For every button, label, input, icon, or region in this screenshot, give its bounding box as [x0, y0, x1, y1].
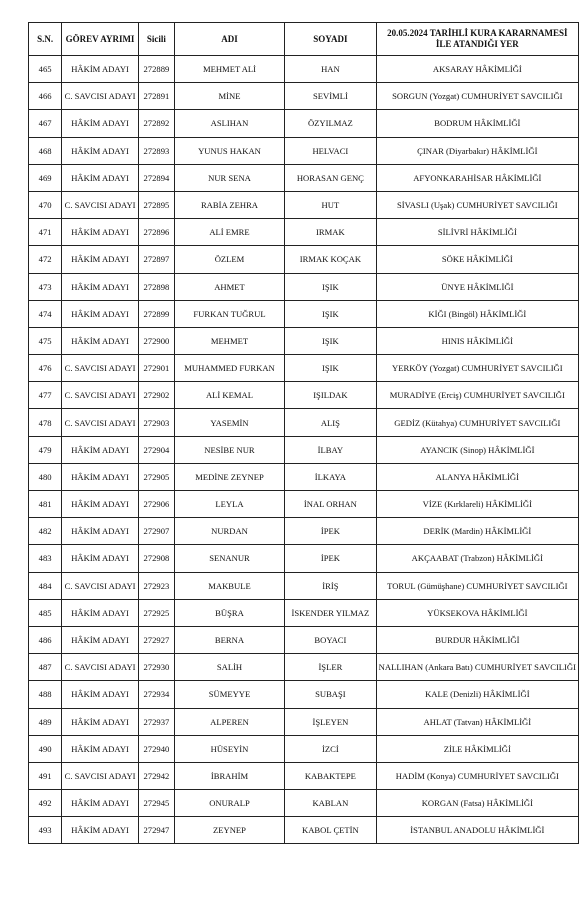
cell-sicil: 272906: [138, 491, 174, 518]
cell-sn: 489: [29, 708, 62, 735]
table-row: [29, 572, 579, 599]
cell-adi: ÖZLEM: [174, 246, 284, 273]
cell-sicil: 272898: [138, 273, 174, 300]
cell-adi: NURDAN: [174, 518, 284, 545]
cell-sicil: 272892: [138, 110, 174, 137]
cell-sn: 490: [29, 735, 62, 762]
cell-soyadi: İRİŞ: [285, 572, 377, 599]
cell-adi: YUNUS HAKAN: [174, 137, 284, 164]
table-row: [29, 463, 579, 490]
cell-sicil: 272895: [138, 191, 174, 218]
cell-atandigi-yer: AKSARAY HÂKİMLİĞİ: [376, 56, 578, 83]
cell-gorev: HÂKİM ADAYI: [62, 518, 139, 545]
assignment-table: [28, 22, 579, 844]
cell-atandigi-yer: MURADİYE (Erciş) CUMHURİYET SAVCILIĞI: [376, 382, 578, 409]
cell-sn: 486: [29, 626, 62, 653]
cell-atandigi-yer: DERİK (Mardin) HÂKİMLİĞİ: [376, 518, 578, 545]
table-row: [29, 110, 579, 137]
cell-gorev: HÂKİM ADAYI: [62, 599, 139, 626]
cell-gorev: HÂKİM ADAYI: [62, 273, 139, 300]
cell-gorev: HÂKİM ADAYI: [62, 790, 139, 817]
cell-adi: ALİ EMRE: [174, 219, 284, 246]
cell-soyadi: İNAL ORHAN: [285, 491, 377, 518]
cell-sn: 484: [29, 572, 62, 599]
cell-sicil: 272901: [138, 355, 174, 382]
cell-sicil: 272900: [138, 327, 174, 354]
cell-adi: RABİA ZEHRA: [174, 191, 284, 218]
cell-adi: LEYLA: [174, 491, 284, 518]
cell-adi: MUHAMMED FURKAN: [174, 355, 284, 382]
cell-gorev: HÂKİM ADAYI: [62, 246, 139, 273]
cell-adi: HÜSEYİN: [174, 735, 284, 762]
table-row: [29, 219, 579, 246]
cell-gorev: HÂKİM ADAYI: [62, 56, 139, 83]
cell-adi: AHMET: [174, 273, 284, 300]
table-row: [29, 164, 579, 191]
table-row: [29, 191, 579, 218]
cell-sn: 469: [29, 164, 62, 191]
cell-soyadi: İLKAYA: [285, 463, 377, 490]
cell-adi: MEDİNE ZEYNEP: [174, 463, 284, 490]
cell-soyadi: KABLAN: [285, 790, 377, 817]
table-row: [29, 83, 579, 110]
cell-soyadi: İZCİ: [285, 735, 377, 762]
cell-atandigi-yer: BODRUM HÂKİMLİĞİ: [376, 110, 578, 137]
cell-sn: 477: [29, 382, 62, 409]
cell-sicil: 272907: [138, 518, 174, 545]
cell-sicil: 272891: [138, 83, 174, 110]
cell-sicil: 272908: [138, 545, 174, 572]
cell-adi: NUR SENA: [174, 164, 284, 191]
cell-sn: 492: [29, 790, 62, 817]
table-row: [29, 436, 579, 463]
cell-sicil: 272930: [138, 654, 174, 681]
cell-atandigi-yer: AFYONKARAHİSAR HÂKİMLİĞİ: [376, 164, 578, 191]
cell-atandigi-yer: SİVASLI (Uşak) CUMHURİYET SAVCILIĞI: [376, 191, 578, 218]
header-sn: S.N.: [29, 23, 62, 56]
cell-sn: 476: [29, 355, 62, 382]
cell-adi: YASEMİN: [174, 409, 284, 436]
cell-sicil: 272923: [138, 572, 174, 599]
cell-adi: MEHMET ALİ: [174, 56, 284, 83]
header-atandigi-yer: 20.05.2024 TARİHLİ KURA KARARNAMESİ İLE ATANDIĞI YER: [376, 23, 578, 56]
cell-soyadi: İŞLEYEN: [285, 708, 377, 735]
cell-gorev: C. SAVCISI ADAYI: [62, 654, 139, 681]
cell-sn: 478: [29, 409, 62, 436]
cell-soyadi: İPEK: [285, 545, 377, 572]
cell-atandigi-yer: YERKÖY (Yozgat) CUMHURİYET SAVCILIĞI: [376, 355, 578, 382]
table-row: [29, 817, 579, 844]
cell-sicil: 272905: [138, 463, 174, 490]
cell-sn: 467: [29, 110, 62, 137]
table-row: [29, 599, 579, 626]
cell-soyadi: HAN: [285, 56, 377, 83]
cell-sn: 488: [29, 681, 62, 708]
table-row: [29, 491, 579, 518]
cell-atandigi-yer: TORUL (Gümüşhane) CUMHURİYET SAVCILIĞI: [376, 572, 578, 599]
cell-adi: ALİ KEMAL: [174, 382, 284, 409]
cell-soyadi: IŞIK: [285, 355, 377, 382]
cell-gorev: HÂKİM ADAYI: [62, 219, 139, 246]
cell-soyadi: KABAKTEPE: [285, 762, 377, 789]
cell-adi: ZEYNEP: [174, 817, 284, 844]
cell-soyadi: IRMAK: [285, 219, 377, 246]
cell-sn: 471: [29, 219, 62, 246]
table-row: [29, 735, 579, 762]
table-row: [29, 681, 579, 708]
table-row: [29, 327, 579, 354]
table-row: [29, 654, 579, 681]
cell-atandigi-yer: YÜKSEKOVA HÂKİMLİĞİ: [376, 599, 578, 626]
cell-atandigi-yer: SİLİVRİ HÂKİMLİĞİ: [376, 219, 578, 246]
cell-adi: MEHMET: [174, 327, 284, 354]
cell-sn: 491: [29, 762, 62, 789]
cell-gorev: C. SAVCISI ADAYI: [62, 382, 139, 409]
table-row: [29, 382, 579, 409]
cell-atandigi-yer: NALLIHAN (Ankara Batı) CUMHURİYET SAVCILIĞI: [376, 654, 578, 681]
cell-gorev: HÂKİM ADAYI: [62, 708, 139, 735]
cell-soyadi: ALIŞ: [285, 409, 377, 436]
cell-atandigi-yer: SÖKE HÂKİMLİĞİ: [376, 246, 578, 273]
cell-soyadi: HORASAN GENÇ: [285, 164, 377, 191]
cell-soyadi: IŞIK: [285, 327, 377, 354]
cell-sn: 466: [29, 83, 62, 110]
cell-adi: SENANUR: [174, 545, 284, 572]
cell-gorev: HÂKİM ADAYI: [62, 300, 139, 327]
cell-gorev: C. SAVCISI ADAYI: [62, 355, 139, 382]
cell-atandigi-yer: KİĞI (Bingöl) HÂKİMLİĞİ: [376, 300, 578, 327]
cell-sn: 473: [29, 273, 62, 300]
cell-adi: ASLIHAN: [174, 110, 284, 137]
cell-soyadi: IŞIK: [285, 300, 377, 327]
cell-gorev: HÂKİM ADAYI: [62, 327, 139, 354]
cell-atandigi-yer: SORGUN (Yozgat) CUMHURİYET SAVCILIĞI: [376, 83, 578, 110]
cell-gorev: C. SAVCISI ADAYI: [62, 762, 139, 789]
cell-sn: 481: [29, 491, 62, 518]
table-body: [29, 56, 579, 844]
cell-sn: 465: [29, 56, 62, 83]
cell-gorev: HÂKİM ADAYI: [62, 817, 139, 844]
cell-sicil: 272894: [138, 164, 174, 191]
cell-adi: BERNA: [174, 626, 284, 653]
cell-gorev: HÂKİM ADAYI: [62, 164, 139, 191]
cell-atandigi-yer: ÇINAR (Diyarbakır) HÂKİMLİĞİ: [376, 137, 578, 164]
cell-sicil: 272893: [138, 137, 174, 164]
cell-sn: 485: [29, 599, 62, 626]
cell-gorev: HÂKİM ADAYI: [62, 681, 139, 708]
cell-adi: MAKBULE: [174, 572, 284, 599]
cell-sicil: 272889: [138, 56, 174, 83]
table-header-row: [29, 23, 579, 56]
cell-atandigi-yer: ALANYA HÂKİMLİĞİ: [376, 463, 578, 490]
cell-soyadi: İSKENDER YILMAZ: [285, 599, 377, 626]
cell-gorev: HÂKİM ADAYI: [62, 463, 139, 490]
cell-atandigi-yer: VİZE (Kırklareli) HÂKİMLİĞİ: [376, 491, 578, 518]
cell-sn: 493: [29, 817, 62, 844]
cell-atandigi-yer: ÜNYE HÂKİMLİĞİ: [376, 273, 578, 300]
cell-adi: FURKAN TUĞRUL: [174, 300, 284, 327]
cell-atandigi-yer: HADİM (Konya) CUMHURİYET SAVCILIĞI: [376, 762, 578, 789]
cell-gorev: C. SAVCISI ADAYI: [62, 191, 139, 218]
cell-adi: SÜMEYYE: [174, 681, 284, 708]
cell-gorev: HÂKİM ADAYI: [62, 436, 139, 463]
cell-gorev: C. SAVCISI ADAYI: [62, 409, 139, 436]
cell-soyadi: IŞIK: [285, 273, 377, 300]
cell-soyadi: SUBAŞI: [285, 681, 377, 708]
table-row: [29, 137, 579, 164]
cell-sicil: 272934: [138, 681, 174, 708]
cell-soyadi: ÖZYILMAZ: [285, 110, 377, 137]
cell-soyadi: BOYACI: [285, 626, 377, 653]
cell-gorev: C. SAVCISI ADAYI: [62, 83, 139, 110]
cell-gorev: HÂKİM ADAYI: [62, 735, 139, 762]
cell-atandigi-yer: KALE (Denizli) HÂKİMLİĞİ: [376, 681, 578, 708]
cell-adi: NESİBE NUR: [174, 436, 284, 463]
cell-sicil: 272903: [138, 409, 174, 436]
cell-sn: 475: [29, 327, 62, 354]
cell-sicil: 272947: [138, 817, 174, 844]
cell-sn: 470: [29, 191, 62, 218]
cell-adi: MİNE: [174, 83, 284, 110]
cell-sn: 487: [29, 654, 62, 681]
cell-soyadi: SEVİMLİ: [285, 83, 377, 110]
cell-adi: SALİH: [174, 654, 284, 681]
cell-sicil: 272904: [138, 436, 174, 463]
header-soyadi: SOYADI: [285, 23, 377, 56]
cell-sicil: 272937: [138, 708, 174, 735]
cell-atandigi-yer: AKÇAABAT (Trabzon) HÂKİMLİĞİ: [376, 545, 578, 572]
cell-atandigi-yer: AYANCIK (Sinop) HÂKİMLİĞİ: [376, 436, 578, 463]
cell-soyadi: HUT: [285, 191, 377, 218]
cell-sn: 480: [29, 463, 62, 490]
cell-sicil: 272945: [138, 790, 174, 817]
cell-adi: İBRAHİM: [174, 762, 284, 789]
table-row: [29, 273, 579, 300]
table-row: [29, 790, 579, 817]
header-adi: ADI: [174, 23, 284, 56]
cell-sn: 482: [29, 518, 62, 545]
cell-sn: 479: [29, 436, 62, 463]
cell-atandigi-yer: AHLAT (Tatvan) HÂKİMLİĞİ: [376, 708, 578, 735]
table-row: [29, 762, 579, 789]
cell-sicil: 272897: [138, 246, 174, 273]
table-row: [29, 708, 579, 735]
cell-atandigi-yer: İSTANBUL ANADOLU HÂKİMLİĞİ: [376, 817, 578, 844]
table-row: [29, 246, 579, 273]
cell-sn: 474: [29, 300, 62, 327]
cell-atandigi-yer: ZİLE HÂKİMLİĞİ: [376, 735, 578, 762]
cell-sicil: 272925: [138, 599, 174, 626]
cell-sicil: 272927: [138, 626, 174, 653]
cell-sicil: 272942: [138, 762, 174, 789]
cell-sn: 472: [29, 246, 62, 273]
cell-adi: ALPEREN: [174, 708, 284, 735]
cell-gorev: C. SAVCISI ADAYI: [62, 572, 139, 599]
cell-soyadi: İLBAY: [285, 436, 377, 463]
table-row: [29, 300, 579, 327]
cell-gorev: HÂKİM ADAYI: [62, 545, 139, 572]
cell-soyadi: IŞILDAK: [285, 382, 377, 409]
cell-sicil: 272902: [138, 382, 174, 409]
cell-atandigi-yer: HINIS HÂKİMLİĞİ: [376, 327, 578, 354]
table-row: [29, 626, 579, 653]
table-row: [29, 355, 579, 382]
cell-sicil: 272940: [138, 735, 174, 762]
cell-adi: BÜŞRA: [174, 599, 284, 626]
cell-atandigi-yer: KORGAN (Fatsa) HÂKİMLİĞİ: [376, 790, 578, 817]
cell-atandigi-yer: GEDİZ (Kütahya) CUMHURİYET SAVCILIĞI: [376, 409, 578, 436]
document-page: [28, 22, 579, 844]
cell-sicil: 272896: [138, 219, 174, 246]
table-row: [29, 409, 579, 436]
cell-soyadi: İPEK: [285, 518, 377, 545]
table-row: [29, 518, 579, 545]
cell-sn: 483: [29, 545, 62, 572]
cell-soyadi: IRMAK KOÇAK: [285, 246, 377, 273]
table-row: [29, 545, 579, 572]
cell-soyadi: HELVACI: [285, 137, 377, 164]
table-row: [29, 56, 579, 83]
cell-gorev: HÂKİM ADAYI: [62, 110, 139, 137]
cell-sicil: 272899: [138, 300, 174, 327]
cell-soyadi: İŞLER: [285, 654, 377, 681]
header-sicil: Sicili: [138, 23, 174, 56]
cell-adi: ONURALP: [174, 790, 284, 817]
cell-sn: 468: [29, 137, 62, 164]
cell-soyadi: KABOL ÇETİN: [285, 817, 377, 844]
cell-gorev: HÂKİM ADAYI: [62, 137, 139, 164]
cell-gorev: HÂKİM ADAYI: [62, 626, 139, 653]
header-gorev: GÖREV AYRIMI: [62, 23, 139, 56]
cell-gorev: HÂKİM ADAYI: [62, 491, 139, 518]
cell-atandigi-yer: BURDUR HÂKİMLİĞİ: [376, 626, 578, 653]
